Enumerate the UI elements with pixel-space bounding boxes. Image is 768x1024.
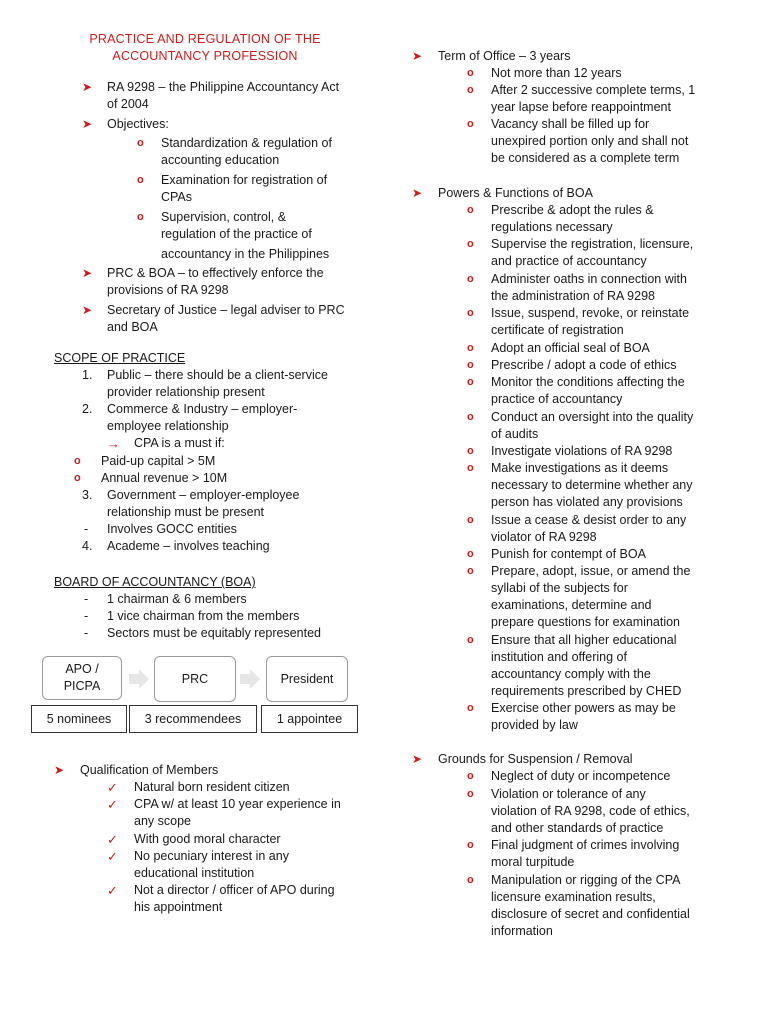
list-item: Qualification of Members [80,763,219,777]
circle-bullet-icon: o [467,462,474,474]
circle-bullet-icon: o [467,514,474,526]
list-item: Sectors must be equitably represented [107,626,322,640]
list-item: examinations, determine and [491,598,652,612]
circle-bullet-icon: o [467,84,474,96]
list-item: educational institution [134,866,255,880]
dash-bullet-icon: - [84,522,89,536]
circle-bullet-icon: o [467,839,474,851]
list-item: Issue, suspend, revoke, or reinstate [491,306,690,320]
list-item: Vacancy shall be filled up for [491,117,650,131]
list-item: provided by law [491,718,578,732]
list-item: relationship must be present [107,505,265,519]
list-number: 2. [82,402,93,416]
list-item: PRC & BOA – to effectively enforce the [107,266,324,280]
list-item: Paid-up capital > 5M [101,454,216,468]
list-item: practice of accountancy [491,392,623,406]
title-line: ACCOUNTANCY PROFESSION [112,49,298,63]
list-item: the administration of RA 9298 [491,289,655,303]
list-item: Secretary of Justice – legal adviser to PRC [107,303,345,317]
list-item: Examination for registration of [161,173,328,187]
flow-box-apo [42,656,122,700]
list-item: provisions of RA 9298 [107,283,229,297]
list-item: his appointment [134,900,223,914]
list-item: provider relationship present [107,385,265,399]
circle-bullet-icon: o [467,307,474,319]
flow-box-label: APO / [65,662,99,676]
circle-bullet-icon: o [467,273,474,285]
circle-bullet-icon: o [137,137,144,149]
circle-bullet-icon: o [467,204,474,216]
list-item: Public – there should be a client-service [107,368,328,382]
list-item: prepare questions for examination [491,615,681,629]
checkmark-icon: ✓ [107,780,118,795]
list-item: of 2004 [107,97,149,111]
list-item: Final judgment of crimes involving [491,838,680,852]
list-item: of audits [491,427,539,441]
circle-bullet-icon: o [137,174,144,186]
list-item: regulation of the practice of [161,227,312,241]
list-item: year lapse before reappointment [491,100,671,114]
circle-bullet-icon: o [467,376,474,388]
circle-bullet-icon: o [467,634,474,646]
arrow-bullet-icon: ➤ [82,80,93,94]
list-number: 1. [82,368,93,382]
list-item: 1 vice chairman from the members [107,609,300,623]
list-item: disclosure of secret and confidential [491,907,690,921]
list-item: Not more than 12 years [491,66,622,80]
list-item: Manipulation or rigging of the CPA [491,873,681,887]
dash-bullet-icon: - [84,609,89,623]
flow-label-appointee [261,705,358,733]
list-item: Commerce & Industry – employer- [107,402,298,416]
checkmark-icon: ✓ [107,883,118,898]
list-item: syllabi of the subjects for [491,581,628,595]
arrow-bullet-icon: ➤ [82,117,93,131]
list-item: 1 chairman & 6 members [107,592,247,606]
list-item: Annual revenue > 10M [101,471,228,485]
flow-caption: 5 nominees [46,712,112,726]
list-item: and other standards of practice [491,821,664,835]
flow-box-label: PRC [181,672,209,686]
list-item: accounting education [161,153,280,167]
list-item: Powers & Functions of BOA [438,186,593,200]
circle-bullet-icon: o [467,445,474,457]
list-item: be considered as a complete term [491,151,680,165]
circle-bullet-icon: o [467,359,474,371]
checkmark-icon: ✓ [107,849,118,864]
list-item: employee relationship [107,419,229,433]
flow-arrow-icon [129,669,149,689]
list-item: RA 9298 – the Philippine Accountancy Act [107,80,340,94]
dash-bullet-icon: - [84,592,89,606]
list-item: CPA w/ at least 10 year experience in [134,797,341,811]
list-item: Punish for contempt of BOA [491,547,646,561]
list-item: institution and offering of [491,650,627,664]
list-item: and BOA [107,320,158,334]
flow-box-label: PICPA [63,679,101,693]
flow-arrow-icon [240,669,260,689]
section-heading: BOARD OF ACCOUNTANCY (BOA) [54,575,256,589]
circle-bullet-icon: o [74,455,81,467]
list-item: licensure examination results, [491,890,656,904]
arrow-bullet-icon: ➤ [412,49,423,63]
list-item: violation of RA 9298, code of ethics, [491,804,690,818]
list-item: Prepare, adopt, issue, or amend the [491,564,691,578]
list-item: Supervision, control, & [161,210,287,224]
list-item: requirements prescribed by CHED [491,684,682,698]
flow-box-prc [154,656,236,702]
list-item: certificate of registration [491,323,624,337]
list-item: Issue a cease & desist order to any [491,513,687,527]
list-item: Adopt an official seal of BOA [491,341,650,355]
title-line: PRACTICE AND REGULATION OF THE [89,32,321,46]
right-arrow-icon: → [107,436,120,451]
list-item: Standardization & regulation of [161,136,332,150]
list-item: Term of Office – 3 years [438,49,571,63]
list-item: Grounds for Suspension / Removal [438,752,633,766]
section-heading: SCOPE OF PRACTICE [54,351,186,365]
list-item: With good moral character [134,832,281,846]
list-item: Natural born resident citizen [134,780,290,794]
circle-bullet-icon: o [467,67,474,79]
list-item: Conduct an oversight into the quality [491,410,694,424]
list-item: Not a director / officer of APO during [134,883,335,897]
list-item: Violation or tolerance of any [491,787,646,801]
arrow-bullet-icon: ➤ [54,763,65,777]
list-item: Involves GOCC entities [107,522,237,536]
circle-bullet-icon: o [74,472,81,484]
list-item: Prescribe & adopt the rules & [491,203,654,217]
list-item: regulations necessary [491,220,613,234]
circle-bullet-icon: o [467,874,474,886]
arrow-bullet-icon: ➤ [412,186,423,200]
list-item: Administer oaths in connection with [491,272,687,286]
circle-bullet-icon: o [467,702,474,714]
list-item: violator of RA 9298 [491,530,597,544]
flow-box-president [266,656,348,702]
arrow-bullet-icon: ➤ [412,752,423,766]
list-item: Investigate violations of RA 9298 [491,444,673,458]
dash-bullet-icon: - [84,626,89,640]
list-item: necessary to determine whether any [491,478,693,492]
circle-bullet-icon: o [467,770,474,782]
list-number: 4. [82,539,93,553]
circle-bullet-icon: o [467,411,474,423]
list-item: Supervise the registration, licensure, [491,237,694,251]
flow-label-nominees [31,705,127,733]
circle-bullet-icon: o [137,211,144,223]
flow-box-label: President [280,672,334,686]
list-item: information [491,924,553,938]
list-item: Government – employer-employee [107,488,300,502]
checkmark-icon: ✓ [107,797,118,812]
circle-bullet-icon: o [467,548,474,560]
list-item: Neglect of duty or incompetence [491,769,671,783]
checkmark-icon: ✓ [107,832,118,847]
circle-bullet-icon: o [467,238,474,250]
arrow-bullet-icon: ➤ [82,266,93,280]
circle-bullet-icon: o [467,118,474,130]
list-item: person has violated any provisions [491,495,683,509]
flow-caption: 1 appointee [276,712,343,726]
circle-bullet-icon: o [467,788,474,800]
flow-label-recommendees [129,705,257,733]
flow-caption: 3 recommendees [144,712,242,726]
circle-bullet-icon: o [467,342,474,354]
list-item: CPA is a must if: [134,436,225,450]
page-title [80,31,330,65]
list-item: Academe – involves teaching [107,539,270,553]
list-item: moral turpitude [491,855,575,869]
list-item: Ensure that all higher educational [491,633,677,647]
list-item: Monitor the conditions affecting the [491,375,685,389]
list-item: Make investigations as it deems [491,461,669,475]
list-item: any scope [134,814,191,828]
arrow-bullet-icon: ➤ [82,303,93,317]
list-item: and practice of accountancy [491,254,647,268]
list-number: 3. [82,488,93,502]
list-item: Exercise other powers as may be [491,701,676,715]
list-item: accountancy in the Philippines [161,247,330,261]
list-item: Objectives: [107,117,169,131]
list-item: accountancy comply with the [491,667,651,681]
list-item: unexpired portion only and shall not [491,134,689,148]
circle-bullet-icon: o [467,565,474,577]
list-item: After 2 successive complete terms, 1 [491,83,696,97]
list-item: CPAs [161,190,193,204]
list-item: No pecuniary interest in any [134,849,289,863]
list-item: Prescribe / adopt a code of ethics [491,358,677,372]
